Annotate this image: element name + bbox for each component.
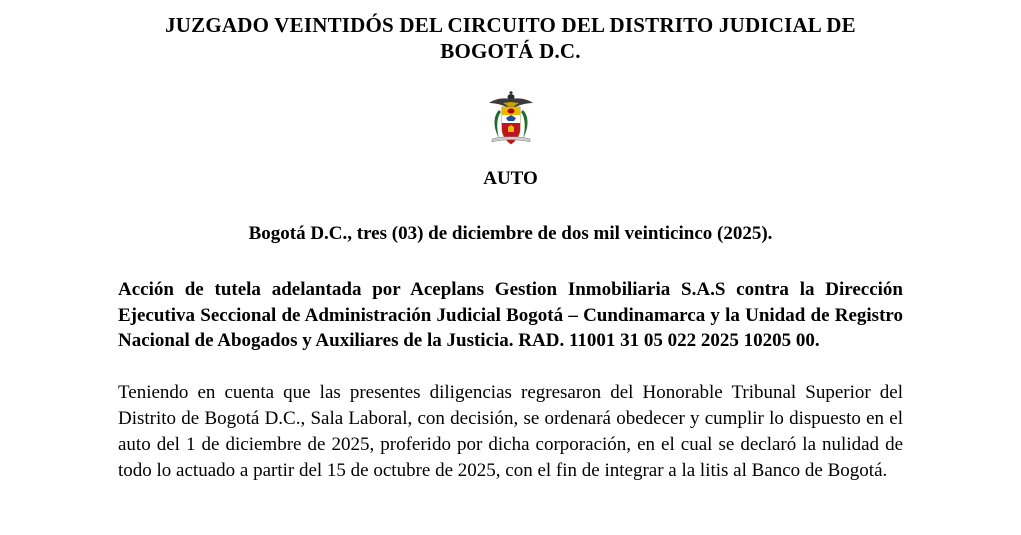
body-paragraph-1: Teniendo en cuenta que las presentes diligencias regresaron del Honorable Tribunal Superior del Distrito de Bogotá D.C., Sala Laboral, con decisión, se ordenará obedecer y cumplir lo dispuesto en el auto del 1 de diciembre de 2025, proferido por dicha corporación, en el cual se declaró la nulidad de todo lo actuado a partir del 15 de octubre de 2025, con el fin de integrar a la litis al Banco de Bogotá. xyxy=(118,381,903,481)
crest-container xyxy=(118,90,903,152)
court-header-title: JUZGADO VEINTIDÓS DEL CIRCUITO DEL DISTRITO JUDICIAL DE BOGOTÁ D.C. xyxy=(165,13,856,63)
place-and-date: Bogotá D.C., tres (03) de diciembre de dos mil veinticinco (2025). xyxy=(248,223,773,244)
body-text xyxy=(118,380,903,484)
colombia-coat-of-arms-icon xyxy=(488,90,534,148)
case-heading: Acción de tutela adelantada por Aceplans Gestion Inmobiliaria S.A.S contra la Dirección Ejecutiva Seccional de Administración Judicial Bogotá – Cundinamarca y la Unidad de Registro Nacional de Abogados y Auxiliares de la Justicia. RAD. 11001 31 05 022 2025 10205 00. xyxy=(118,279,903,351)
auto-title: AUTO xyxy=(483,168,538,189)
